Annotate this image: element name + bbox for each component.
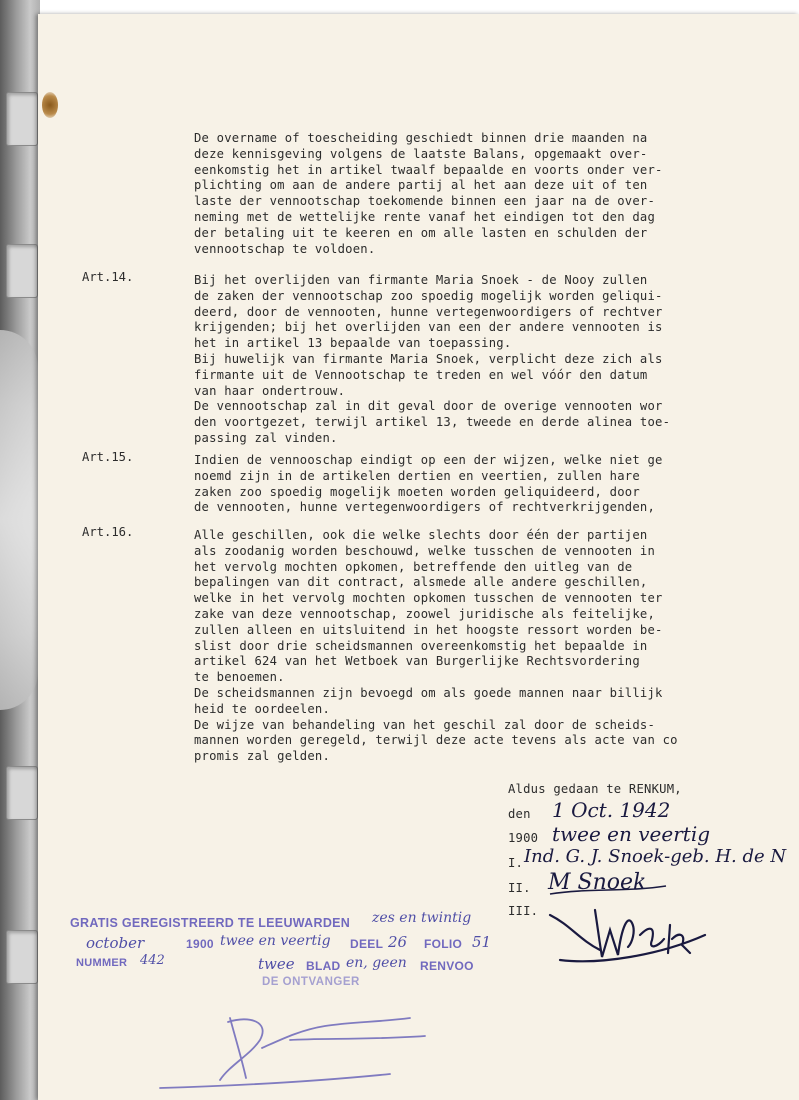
signature-2-prefix: II. [508,881,531,895]
stamp-hand-month: october [86,934,145,952]
article-line: Bij het overlijden van firmante Maria Snoek - de Nooy zullen [194,273,648,287]
article-line: krijgenden; bij het overlijden van een der andere vennooten is [194,320,663,335]
year-prefix: 1900 [508,831,539,845]
article-label: Art.15. [82,450,134,464]
article-line: als zoodanig worden beschouwd, welke tusschen de vennooten in [194,543,656,558]
binder-ring-top [6,92,38,146]
article-line: passing zal vinden. [194,431,338,445]
stamp-hand-deel: 26 [388,933,408,951]
article-line: zullen alleen en uitsluitend in het hoogste ressort worden be- [194,622,663,637]
article-line: de zaken der vennootschap zoo spoedig mogelijk worden geliqui- [194,288,663,303]
article-line: De scheidsmannen zijn bevoegd om als goede mannen naar billijk [194,686,663,700]
stamp-line-1: GRATIS GEREGISTREERD TE LEEUWARDEN [70,916,351,930]
signature-1-handwritten: Ind. G. J. Snoek-geb. H. de N [524,846,787,867]
article-line: heid te oordeelen. [194,701,331,716]
year-handwritten: twee en veertig [552,822,711,846]
signature-2-handwritten: M Snoek [548,870,647,895]
article-line: het vervolg mochten opkomen, betreffende den uitleg van de [194,559,633,574]
article-line: mannen worden geregeld, terwijl deze acte tevens als acte van co [194,733,678,748]
intro-line: vennootschap te voldoen. [194,241,376,256]
article-line: artikel 624 van het Wetboek van Burgerlijke Rechtsvordering [194,654,640,669]
intro-line: laste der vennootschap toekomende binnen een jaar na de over- [194,194,656,209]
article-line: De vennootschap zal in dit geval door de overige vennooten wor [194,399,663,414]
stamp-hand-day: zes en twintig [372,910,472,926]
article-line: slist door drie scheidsmannen overeenkomstig het bepaalde in [194,638,648,653]
stamp-year-printed: 1900 [186,937,214,951]
place-line: Aldus gedaan te RENKUM, [508,782,682,796]
stamp-hand-blad-count: twee [258,955,295,973]
stamp-blad-printed: BLAD [306,959,341,973]
stamp-hand-year: twee en veertig [220,933,331,949]
article-line: te benoemen. [194,670,285,685]
article-line: bepalingen van dit contract, alsmede alle andere geschillen, [194,575,648,590]
stamp-hand-renvoo: en, geen [346,955,407,971]
stamp-hand-folio: 51 [472,933,492,951]
article-line: van haar ondertrouw. [194,383,346,398]
receiver-signature [150,1000,470,1095]
article-line: De wijze van behandeling van het geschil zal door de scheids- [194,717,656,732]
article-line: het in artikel 13 bepaalde van toepassing. [194,336,512,351]
binder-ring-lower [6,766,38,820]
stamp-ontvanger: DE ONTVANGER [262,976,360,988]
article-line: den voortgezet, terwijl artikel 13, tweede en derde alinea toe- [194,415,671,430]
stamp-nummer-printed: NUMMER [76,957,128,969]
intro-line: eenkomstig het in artikel twaalf bepaalde en voorts onder ver- [194,162,663,177]
stamp-hand-nummer: 442 [140,953,165,968]
stamp-deel-printed: DEEL [350,937,384,951]
article-line: Bij huwelijk van firmante Maria Snoek, verplicht deze zich als [194,352,663,366]
signature-3-prefix: III. [508,904,539,918]
intro-line: deze kennisgeving volgens de laatste Balans, opgemaakt over- [194,146,648,161]
article-line: promis zal gelden. [194,749,331,764]
disc-shadow [0,330,38,710]
date-prefix: den [508,807,531,821]
signature-3-scribble [540,895,740,975]
intro-line: De overname of toescheiding geschiedt binnen drie maanden na [194,131,648,145]
intro-line: neming met de wettelijke rente vanaf het eindigen tot den dag [194,210,656,224]
intro-line: plichting om aan de andere partij al het aan deze uit of ten [194,178,648,193]
binder-ring-bottom [6,930,38,984]
signature-2-underline [548,880,668,900]
article-line: zaken zoo spoedig mogelijk moeten worden geliquideerd, door [194,484,640,499]
paper-stain [42,92,58,118]
article-line: firmante uit de Vennootschap te treden en wel vóór den datum [194,367,648,382]
stamp-renvoo-printed: RENVOO [420,959,474,973]
article-line: de vennooten, hunne vertegenwoordigers of rechtverkrijgenden, [194,500,656,515]
article-line: Alle geschillen, ook die welke slechts door één der partijen [194,528,648,542]
signature-1-prefix: I. [508,856,524,870]
article-line: noemd zijn in de artikelen dertien en veertien, zullen hare [194,468,640,483]
intro-line: der betaling uit te keeren en om alle lasten en schulden der [194,225,648,240]
article-label: Art.14. [82,270,134,284]
article-label: Art.16. [82,525,134,539]
article-line: Indien de vennooschap eindigt op een der wijzen, welke niet ge [194,453,663,467]
binder-ring-upper [6,244,38,298]
article-line: deerd, door de vennooten, hunne vertegenwoordigers of rechtver [194,304,663,319]
article-line: welke in het vervolg mochten opkomen tusschen de vennooten ter [194,591,663,606]
date-handwritten: 1 Oct. 1942 [552,798,671,822]
stamp-folio-printed: FOLIO [424,937,463,951]
article-line: zake van deze vennootschap, zoowel juridische als feitelijke, [194,607,656,621]
